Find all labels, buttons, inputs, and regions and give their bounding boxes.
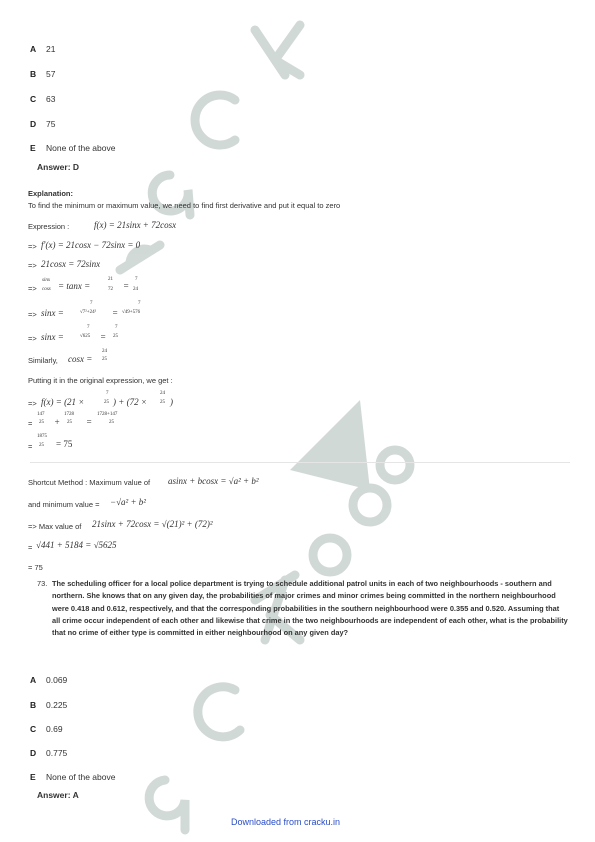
step4-f1-den: √7²+24² bbox=[80, 310, 97, 315]
q73-option-letter-d: D bbox=[30, 748, 37, 758]
step3-f3-den: 24 bbox=[133, 287, 138, 292]
step4-prefix: => bbox=[28, 310, 37, 319]
expression-label: Expression : bbox=[28, 222, 70, 231]
sub-f1-den: 25 bbox=[104, 400, 109, 405]
sum-f3-den: 25 bbox=[109, 420, 114, 425]
step5-f2-num: 7 bbox=[115, 325, 118, 330]
similarly-den: 25 bbox=[102, 357, 107, 362]
shortcut-line4-math: √441 + 5184 = √5625 bbox=[36, 540, 117, 550]
sum-f1-den: 25 bbox=[39, 420, 44, 425]
download-link[interactable]: Downloaded from cracku.in bbox=[231, 817, 341, 827]
q73-option-letter-b: B bbox=[30, 700, 37, 710]
option-text-e: None of the above bbox=[46, 143, 116, 153]
step3-math: = tanx = bbox=[58, 281, 91, 291]
sum-plus: + bbox=[54, 417, 61, 427]
option-text-b: 57 bbox=[46, 69, 56, 79]
step3-frac-num: sinx bbox=[42, 278, 51, 283]
step2-math: 21cosx = 72sinx bbox=[41, 259, 101, 269]
result-prefix: = bbox=[28, 442, 33, 451]
option-text-c: 63 bbox=[46, 94, 56, 104]
step4-math: sinx = bbox=[41, 308, 64, 318]
sum-f1-num: 147 bbox=[37, 412, 45, 417]
question-number: 73. bbox=[37, 579, 48, 588]
shortcut-line1-math: asinx + bcosx = √a² + b² bbox=[168, 476, 259, 486]
result-eq: = 75 bbox=[56, 439, 73, 449]
option-letter-b: B bbox=[30, 69, 37, 79]
similarly-math: cosx = bbox=[68, 354, 93, 364]
derivative-math: f′(x) = 21cosx − 72sinx = 0 bbox=[41, 240, 141, 250]
sub-math-a: f(x) = (21 × bbox=[41, 397, 85, 407]
option-letter-e: E bbox=[30, 143, 36, 153]
shortcut-line3-math: 21sinx + 72cosx = √(21)² + (72)² bbox=[92, 519, 213, 529]
step3-f2-num: 21 bbox=[108, 277, 113, 282]
step2-prefix: => bbox=[28, 261, 37, 270]
sum-eq: = bbox=[86, 417, 93, 427]
step4-f2-den: √49+576 bbox=[122, 310, 141, 315]
q73-option-text-d: 0.775 bbox=[46, 748, 68, 758]
section-divider bbox=[30, 462, 570, 463]
result-num: 1875 bbox=[37, 434, 47, 439]
sub-math-b: ) + (72 × bbox=[113, 397, 147, 407]
answer-label: Answer: D bbox=[37, 162, 80, 172]
shortcut-line2-math: −√a² + b² bbox=[110, 497, 146, 507]
q73-option-text-a: 0.069 bbox=[46, 675, 68, 685]
sum-f2-den: 25 bbox=[67, 420, 72, 425]
option-letter-a: A bbox=[30, 44, 37, 54]
step3-prefix: => bbox=[28, 284, 37, 293]
step4-f2-num: 7 bbox=[138, 301, 141, 306]
explanation-heading: Explanation: bbox=[28, 189, 74, 198]
q73-answer-label: Answer: A bbox=[37, 790, 79, 800]
expression-math: f(x) = 21sinx + 72cosx bbox=[94, 220, 177, 230]
q73-option-letter-a: A bbox=[30, 675, 37, 685]
derivative-prefix: => bbox=[28, 242, 37, 251]
option-text-a: 21 bbox=[46, 44, 56, 54]
shortcut-line5: = 75 bbox=[28, 563, 43, 572]
similarly-num: 24 bbox=[102, 349, 107, 354]
step5-f1-num: 7 bbox=[87, 325, 90, 330]
sum-f3-num: 1728+147 bbox=[97, 412, 118, 417]
question-text: The scheduling officer for a local police department is trying to schedule additional patrol units in each of two neighbourhoods - southern and northern. She knows that on any given day, the probabilities of major crimes and minor crimes being committed in the northern neighbourhood were 0.418 and 0.612, respectively, and that the corresponding probabilities in the southern neighbourhood were 0.355 and 0.520. Assuming that all crime occur independent of each other and likewise that crime in the two neighbourhoods are independent of each other, what is the probability that no crime of either type is committed in either neighbourhood on any given day? bbox=[52, 579, 568, 638]
step3-f2-den: 72 bbox=[108, 287, 113, 292]
explanation-intro: To find the minimum or maximum value, we need to find first derivative and put it equal to zero bbox=[28, 201, 341, 210]
step4-f1-num: 7 bbox=[90, 301, 93, 306]
step3-f3-num: 7 bbox=[135, 277, 138, 282]
sub-prefix: => bbox=[28, 399, 37, 408]
q73-option-text-b: 0.225 bbox=[46, 700, 68, 710]
step5-f2-den: 25 bbox=[113, 334, 118, 339]
option-letter-d: D bbox=[30, 119, 37, 129]
putting-text: Putting it in the original expression, we get : bbox=[28, 376, 173, 385]
sub-f2-den: 25 bbox=[160, 400, 165, 405]
step3-frac-den: cosx bbox=[42, 287, 51, 292]
sub-f2-num: 24 bbox=[160, 391, 165, 396]
sub-f1-num: 7 bbox=[106, 391, 109, 396]
similarly-label: Similarly, bbox=[28, 356, 58, 365]
step3-eq: = bbox=[123, 281, 130, 291]
step5-math: sinx = bbox=[41, 332, 64, 342]
q73-option-text-e: None of the above bbox=[46, 772, 116, 782]
step5-eq: = bbox=[100, 332, 107, 342]
step5-f1-den: √625 bbox=[80, 334, 91, 339]
shortcut-line3-text: => Max value of bbox=[28, 522, 82, 531]
shortcut-line2-text: and minimum value = bbox=[28, 500, 100, 509]
shortcut-line1-text: Shortcut Method : Maximum value of bbox=[28, 478, 151, 487]
result-den: 25 bbox=[39, 443, 44, 448]
step5-prefix: => bbox=[28, 334, 37, 343]
sum-prefix: = bbox=[28, 419, 33, 428]
q73-option-letter-c: C bbox=[30, 724, 37, 734]
q73-option-text-c: 0.69 bbox=[46, 724, 63, 734]
option-letter-c: C bbox=[30, 94, 37, 104]
sum-f2-num: 1728 bbox=[64, 412, 74, 417]
shortcut-line4-prefix: = bbox=[28, 543, 33, 552]
step4-eq: = bbox=[112, 308, 119, 318]
sub-math-c: ) bbox=[170, 397, 173, 407]
option-text-d: 75 bbox=[46, 119, 56, 129]
q73-option-letter-e: E bbox=[30, 772, 36, 782]
